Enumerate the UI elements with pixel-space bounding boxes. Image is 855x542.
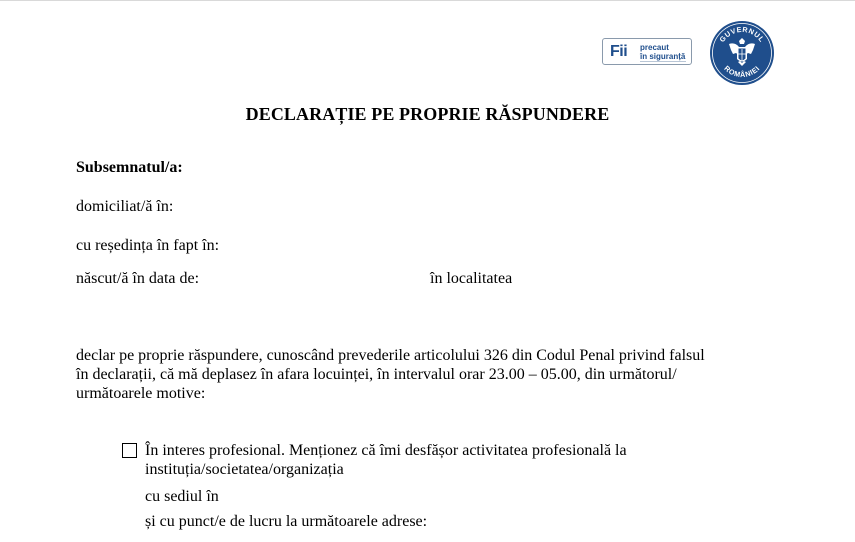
declaration-line: în declarații, că mă deplasez în afara locuinței, în intervalul orar 23.00 – 05.00, din următorul/ — [76, 366, 677, 383]
fii-logo-line1: precaut — [640, 43, 669, 52]
option-line: și cu punct/e de lucru la următoarele adrese: — [145, 513, 428, 530]
fii-logo-line2: în siguranță — [640, 52, 686, 61]
declaration-line: următoarele motive: — [76, 385, 206, 402]
option-professional-text — [145, 441, 627, 531]
field-subsemnatul: Subsemnatul/a: — [76, 159, 183, 176]
fii-logo-underline — [640, 61, 686, 62]
fii-precaut-logo — [602, 38, 692, 65]
document-title — [0, 103, 855, 125]
document-title-text: DECLARAȚIE PE PROPRIE RĂSPUNDERE — [245, 104, 610, 124]
field-resedinta: cu reședința în fapt în: — [76, 237, 220, 254]
field-domiciliat: domiciliat/ă în: — [76, 198, 174, 215]
option-line: cu sediul în — [145, 488, 219, 505]
field-localitatea: în localitatea — [430, 270, 513, 287]
option-line: În interes profesional. Menționez că îmi desfășor activitatea profesională la — [145, 442, 627, 459]
page-top-border — [0, 0, 855, 1]
declaration-line: declar pe proprie răspundere, cunoscând prevederile articolului 326 din Codul Penal privind falsul — [76, 347, 705, 364]
field-nascut: născut/ă în data de: — [76, 270, 200, 287]
declaration-paragraph — [76, 346, 796, 403]
seal-bottom-text: ROMÂNIEI — [722, 63, 762, 80]
checkbox-professional-interest[interactable] — [122, 443, 137, 458]
fii-logo-word: Fii — [610, 43, 628, 60]
guvernul-romaniei-seal-icon — [709, 20, 775, 86]
option-line: instituția/societatea/organizația — [145, 461, 344, 478]
seal-top-text: GUVERNUL — [717, 24, 767, 44]
